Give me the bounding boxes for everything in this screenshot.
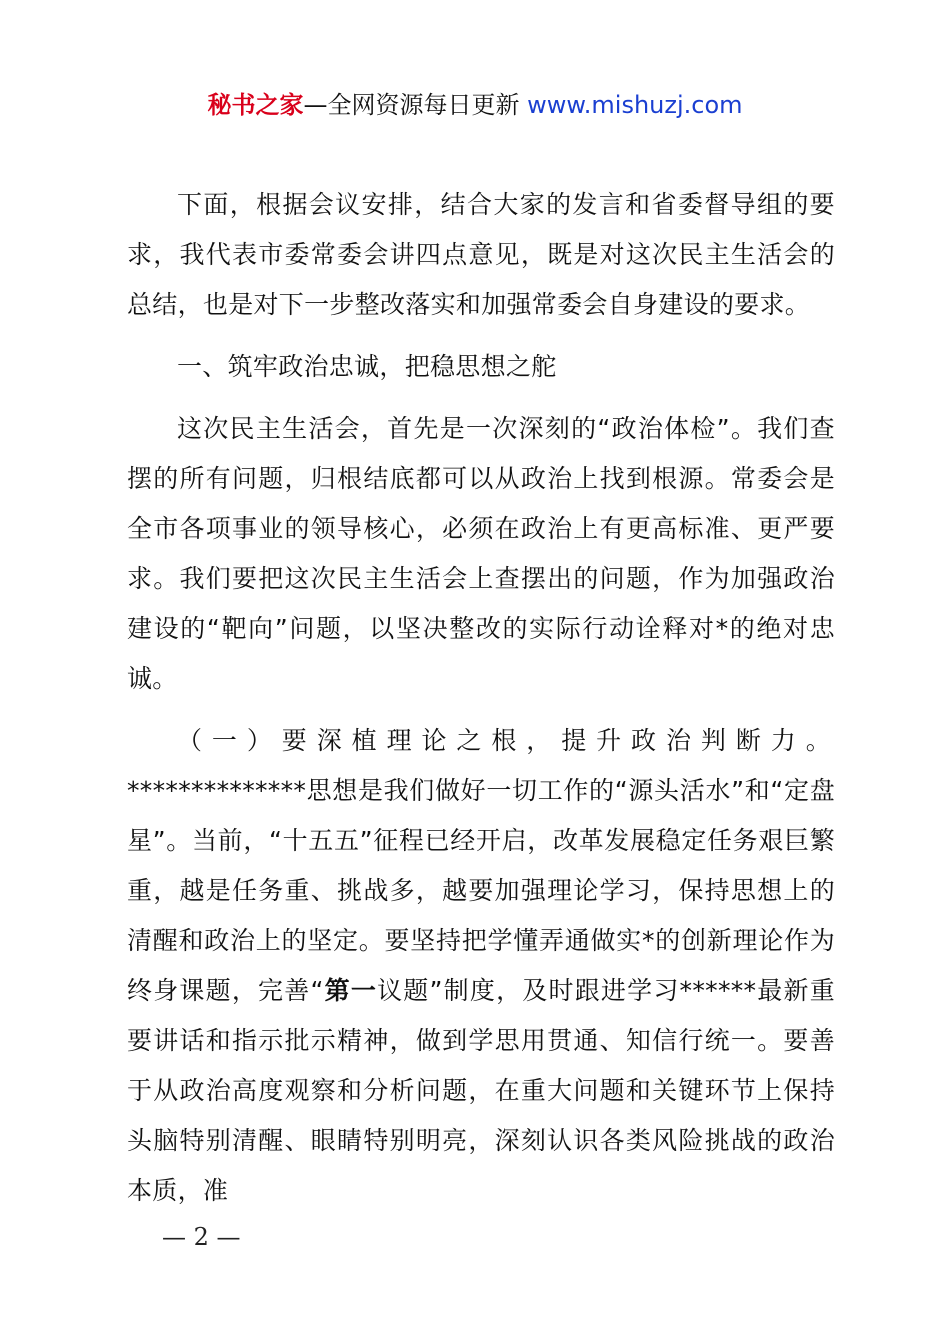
section-paragraph: 这次民主生活会，首先是一次深刻的“政治体检”。我们查摆的所有问题，归根结底都可以从政治上找到根源。常委会是全市各项事业的领导核心，必须在政治上有更高标准、更严要求。我们要把这次民主生活会上查摆出的问题，作为加强政治建设的“靶向”问题，以坚决整改的实际行动诠释对*的绝对忠诚。 (127, 414, 835, 693)
intro-paragraph: 下面，根据会议安排，结合大家的发言和省委督导组的要求，我代表市委常委会讲四点意见，既是对这次民主生活会的总结，也是对下一步整改落实和加强常委会自身建设的要求。 (127, 190, 835, 319)
subsection-heading: （一）要深植理论之根，提升政治判断力。 (177, 726, 831, 755)
site-watermark-header (0, 88, 950, 122)
bold-text: 第一 (323, 976, 378, 1005)
subsection-paragraph (127, 716, 835, 1216)
page-number: — 2 — (162, 1223, 241, 1251)
subsection-text-part2: 议题”制度，及时跟进学习******最新重要讲话和指示批示精神，做到学思用贯通、知信行统一。要善于从政治高度观察和分析问题，在重大问题和关键环节上保持头脑特别清醒、眼睛特别明亮，深刻认识各类风险挑战的政治本质，准 (127, 976, 835, 1205)
section-heading: 一、筑牢政治忠诚，把稳思想之舵 (177, 352, 557, 381)
site-tagline: —全网资源每日更新 (303, 91, 528, 119)
site-brand: 秘书之家 (207, 91, 304, 119)
site-url: www.mishuzj.com (527, 91, 743, 119)
document-body (127, 180, 835, 1228)
subsection-text-part1: **************思想是我们做好一切工作的“源头活水”和“定盘星”。当前，“十五五”征程已经开启，改革发展稳定任务艰巨繁重，越是任务重、挑战多，越要加强理论学习，保持思想上的清醒和政治上的坚定。要坚持把学懂弄通做实*的创新理论作为终身课题，完善“ (127, 776, 836, 1005)
